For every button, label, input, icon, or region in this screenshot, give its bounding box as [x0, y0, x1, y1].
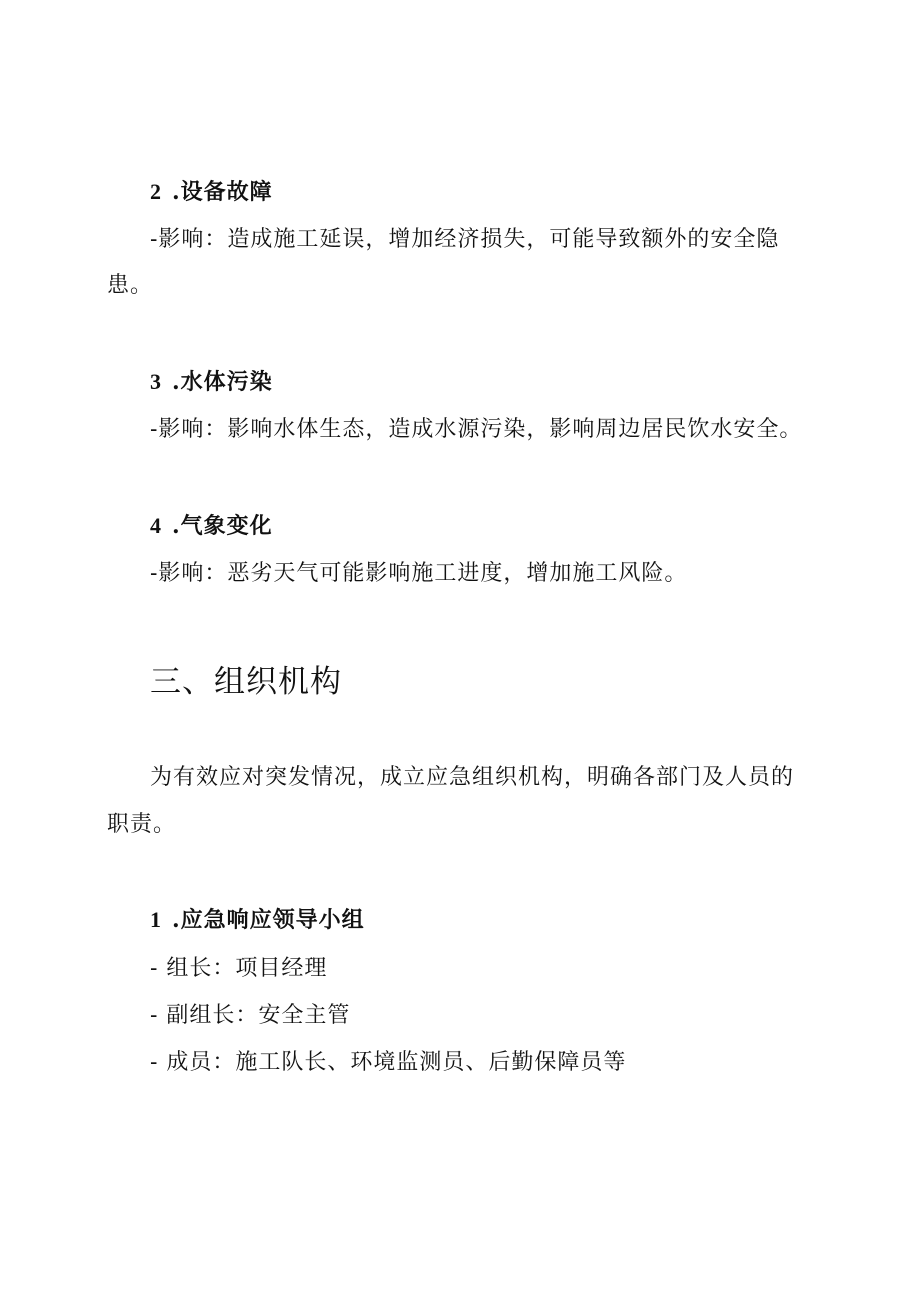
item-heading-4 [150, 512, 273, 541]
item-title: .水体污染 [172, 369, 273, 395]
item-title: .设备故障 [172, 179, 273, 205]
item-number: 3 [150, 369, 162, 394]
group-number: 1 [150, 907, 162, 932]
intro-line1: 为有效应对突发情况，成立应急组织机构，明确各部门及人员的 [150, 765, 795, 790]
group-heading-1 [150, 906, 365, 935]
member-members: - 成员：施工队长、环境监测员、后勤保障员等 [150, 1050, 627, 1075]
intro-line2: 职责。 [107, 812, 177, 837]
item-effect-3-line1: -影响：影响水体生态，造成水源污染，影响周边居民饮水安全。 [150, 417, 803, 442]
item-effect-2-line1: -影响：造成施工延误，增加经济损失，可能导致额外的安全隐 [150, 227, 780, 252]
item-number: 4 [150, 513, 162, 538]
chapter-heading: 三、组织机构 [150, 664, 342, 700]
group-title: .应急响应领导小组 [172, 907, 365, 933]
item-effect-4-line1: -影响：恶劣天气可能影响施工进度，增加施工风险。 [150, 561, 688, 586]
item-number: 2 [150, 179, 162, 204]
member-deputy: - 副组长：安全主管 [150, 1003, 351, 1028]
item-heading-2 [150, 178, 273, 207]
item-effect-2-line2: 患。 [107, 273, 154, 298]
member-leader: - 组长：项目经理 [150, 956, 328, 981]
item-heading-3 [150, 368, 273, 397]
item-title: .气象变化 [172, 513, 273, 539]
